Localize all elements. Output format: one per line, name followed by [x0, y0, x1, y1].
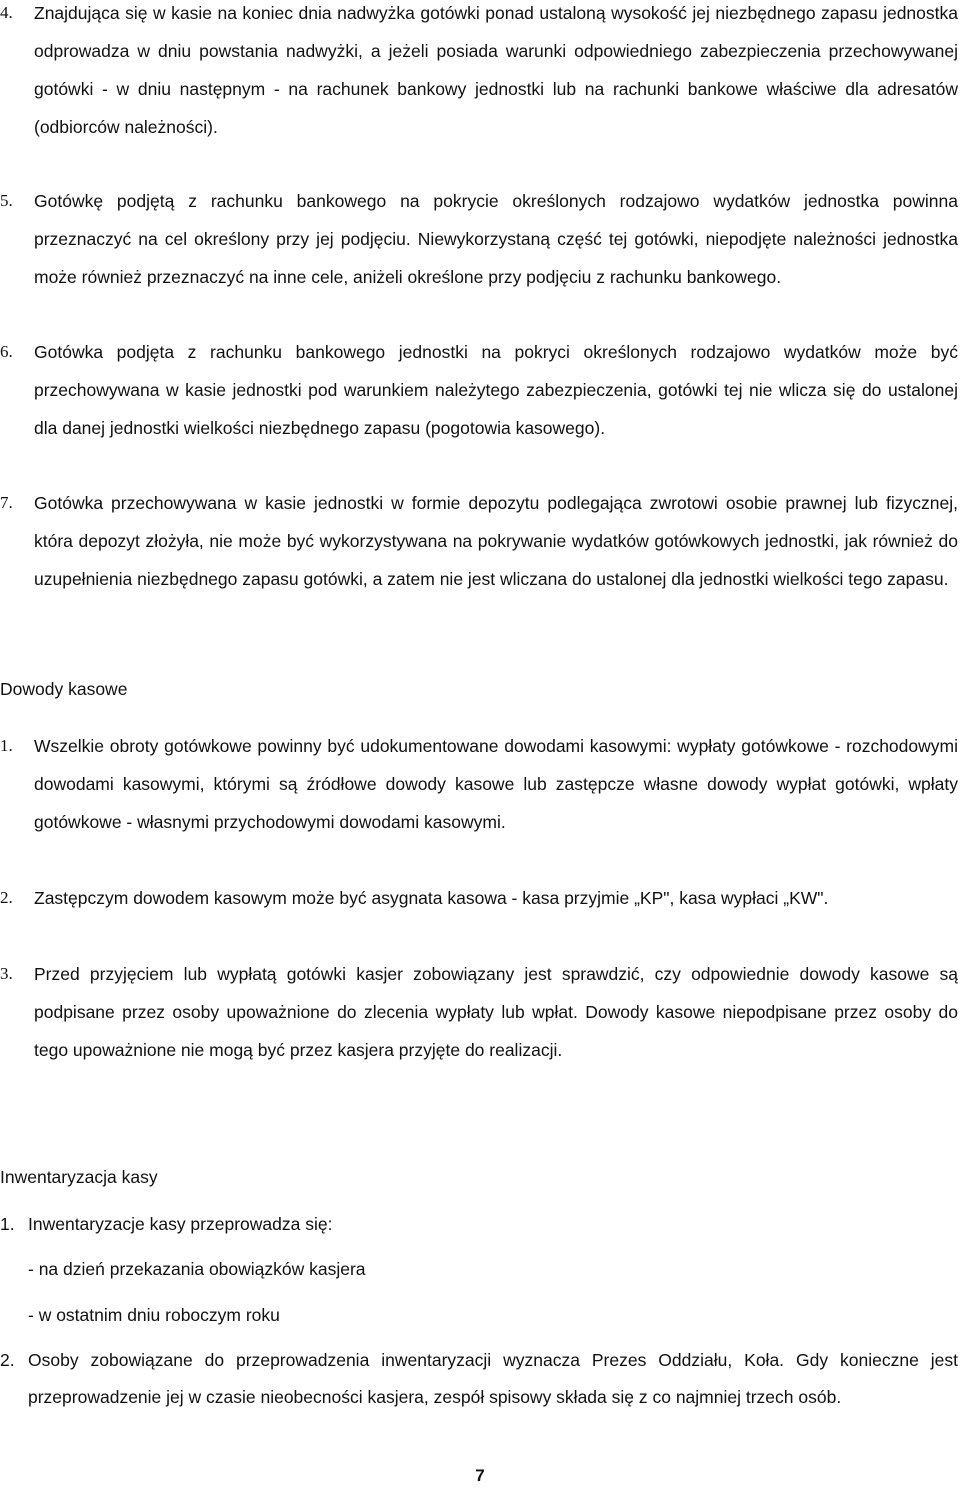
list-item-text: Zastępczym dowodem kasowym może być asygnata kasowa - kasa przyjmie „KP", kasa wypłaci „KW". [34, 888, 829, 908]
sub-list-item: - na dzień przekazania obowiązków kasjera [28, 1259, 366, 1279]
list-item-number: 2. [0, 1350, 15, 1370]
list-item-text: Gotówkę podjętą z rachunku bankowego na pokrycie określonych rodzajowo wydatków jednostka powinna przeznaczyć na cel określony przy jej podjęciu. Niewykorzystaną część tej gotówki, niepodjęte należności jednostka może również przeznaczyć na inne cele, aniżeli określone przy podjęciu z rachunku bankowego. [34, 191, 958, 287]
list-item-text: Inwentaryzacje kasy przeprowadza się: [28, 1214, 333, 1234]
list-item-text: Znajdująca się w kasie na koniec dnia nadwyżka gotówki ponad ustaloną wysokość jej niezbędnego zapasu jednostka odprowadza w dniu powstania nadwyżki, a jeżeli posiada warunki odpowiedniego zabezpieczenia przechowywanej gotówki - w dniu następnym - na rachunek bankowy jednostki lub na rachunki bankowe właściwe dla adresatów (odbiorców należności). [34, 3, 958, 137]
sub-list-item: - w ostatnim dniu roboczym roku [28, 1305, 280, 1325]
page-number: 7 [475, 1466, 485, 1485]
list-item-text: Przed przyjęciem lub wypłatą gotówki kasjer zobowiązany jest sprawdzić, czy odpowiednie dowody kasowe są podpisane przez osoby upoważnione do zlecenia wypłaty lub wpłat. Dowody kasowe niepodpisane przez osoby do tego upoważnione nie mogą być przez kasjera przyjęte do realizacji. [34, 964, 958, 1060]
list-item-number: 2. [0, 888, 13, 907]
list-item-text: Wszelkie obroty gotówkowe powinny być udokumentowane dowodami kasowymi: wypłaty gotówkowe - rozchodowymi dowodami kasowymi, którymi są źródłowe dowody kasowe lub zastępcze własne dowody wypłat gotówki, wpłaty gotówkowe - własnymi przychodowymi dowodami kasowymi. [34, 736, 958, 832]
list-item-number: 1. [0, 1214, 15, 1234]
list-item-number: 7. [0, 493, 13, 512]
list-item-number: 1. [0, 736, 13, 755]
section-heading: Dowody kasowe [0, 679, 128, 699]
list-item-text: Gotówka przechowywana w kasie jednostki w formie depozytu podlegająca zwrotowi osobie prawnej lub fizycznej, która depozyt złożyła, nie może być wykorzystywana na pokrywanie wydatków gotówkowych jednostki, jak również do uzupełnienia niezbędnego zapasu gotówki, a zatem nie jest wliczana do ustalonej dla jednostki wielkości tego zapasu. [34, 493, 958, 589]
list-item-number: 5. [0, 191, 13, 210]
list-item-number: 3. [0, 964, 13, 983]
list-item-number: 4. [0, 3, 13, 22]
section-heading: Inwentaryzacja kasy [0, 1167, 158, 1187]
list-item-number: 6. [0, 342, 13, 361]
list-item-text: Osoby zobowiązane do przeprowadzenia inwentaryzacji wyznacza Prezes Oddziału, Koła. Gdy konieczne jest przeprowadzenie jej w czasie nieobecności kasjera, zespół spisowy składa się z co najmniej trzech osób. [28, 1350, 958, 1407]
list-item-text: Gotówka podjęta z rachunku bankowego jednostki na pokryci określonych rodzajowo wydatków może być przechowywana w kasie jednostki pod warunkiem należytego zabezpieczenia, gotówki tej nie wlicza się do ustalonej dla danej jednostki wielkości niezbędnego zapasu (pogotowia kasowego). [34, 342, 958, 438]
